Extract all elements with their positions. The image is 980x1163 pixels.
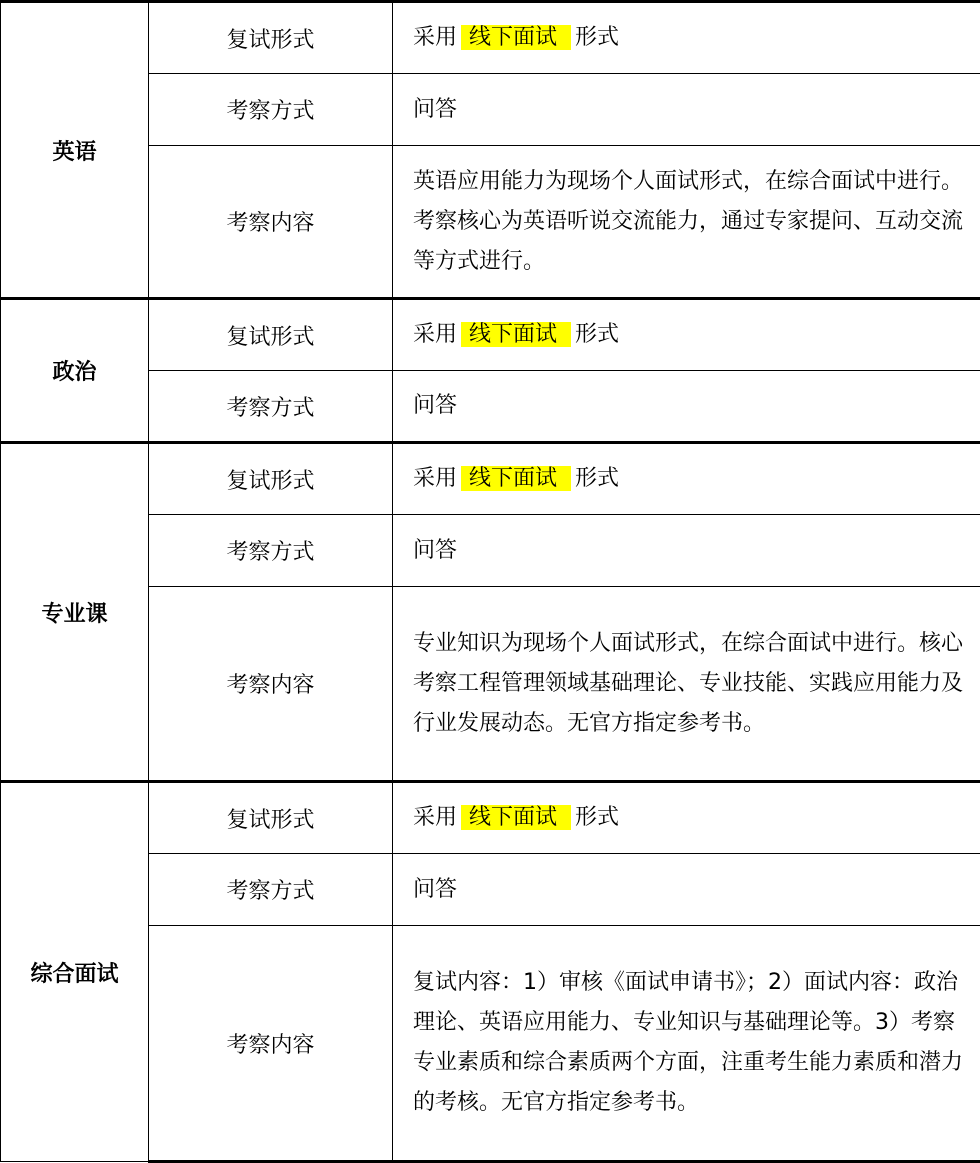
table-row bbox=[1, 2, 980, 74]
subject-major: 专业课 bbox=[1, 443, 149, 782]
row-content bbox=[393, 782, 980, 854]
row-label: 考察方式 bbox=[149, 515, 393, 587]
row-label: 考察内容 bbox=[149, 146, 393, 299]
row-label: 考察方式 bbox=[149, 371, 393, 443]
row-content: 英语应用能力为现场个人面试形式，在综合面试中进行。考察核心为英语听说交流能力，通过专家提问、互动交流等方式进行。 bbox=[393, 146, 980, 299]
content-pre: 采用 bbox=[413, 322, 457, 347]
row-content bbox=[393, 443, 980, 515]
subject-politics: 政治 bbox=[1, 299, 149, 443]
content-post: 形式 bbox=[575, 25, 619, 50]
content-pre: 采用 bbox=[413, 466, 457, 491]
highlight-mark: 线下面试 bbox=[461, 322, 571, 347]
highlight-mark: 线下面试 bbox=[461, 25, 571, 50]
row-content: 问答 bbox=[393, 854, 980, 926]
row-label: 考察内容 bbox=[149, 926, 393, 1162]
row-content: 专业知识为现场个人面试形式，在综合面试中进行。核心考察工程管理领域基础理论、专业技能、实践应用能力及行业发展动态。无官方指定参考书。 bbox=[393, 587, 980, 782]
row-label: 复试形式 bbox=[149, 443, 393, 515]
row-content: 问答 bbox=[393, 371, 980, 443]
row-label: 考察方式 bbox=[149, 854, 393, 926]
row-content bbox=[393, 299, 980, 371]
row-label: 考察方式 bbox=[149, 74, 393, 146]
highlight-mark: 线下面试 bbox=[461, 466, 571, 491]
content-post: 形式 bbox=[575, 466, 619, 491]
content-post: 形式 bbox=[575, 805, 619, 830]
highlight-mark: 线下面试 bbox=[461, 805, 571, 830]
table-row bbox=[1, 299, 980, 371]
row-content: 问答 bbox=[393, 515, 980, 587]
table-row bbox=[1, 443, 980, 515]
content-pre: 采用 bbox=[413, 805, 457, 830]
row-label: 考察内容 bbox=[149, 587, 393, 782]
content-post: 形式 bbox=[575, 322, 619, 347]
row-label: 复试形式 bbox=[149, 782, 393, 854]
subject-comprehensive: 综合面试 bbox=[1, 782, 149, 1162]
row-label: 复试形式 bbox=[149, 2, 393, 74]
content-pre: 采用 bbox=[413, 25, 457, 50]
row-content: 复试内容：1）审核《面试申请书》；2）面试内容：政治理论、英语应用能力、专业知识与基础理论等。3）考察专业素质和综合素质两个方面，注重考生能力素质和潜力的考核。无官方指定参考书。 bbox=[393, 926, 980, 1162]
row-content bbox=[393, 2, 980, 74]
table-row bbox=[1, 782, 980, 854]
row-content: 问答 bbox=[393, 74, 980, 146]
subject-english: 英语 bbox=[1, 2, 149, 299]
row-label: 复试形式 bbox=[149, 299, 393, 371]
